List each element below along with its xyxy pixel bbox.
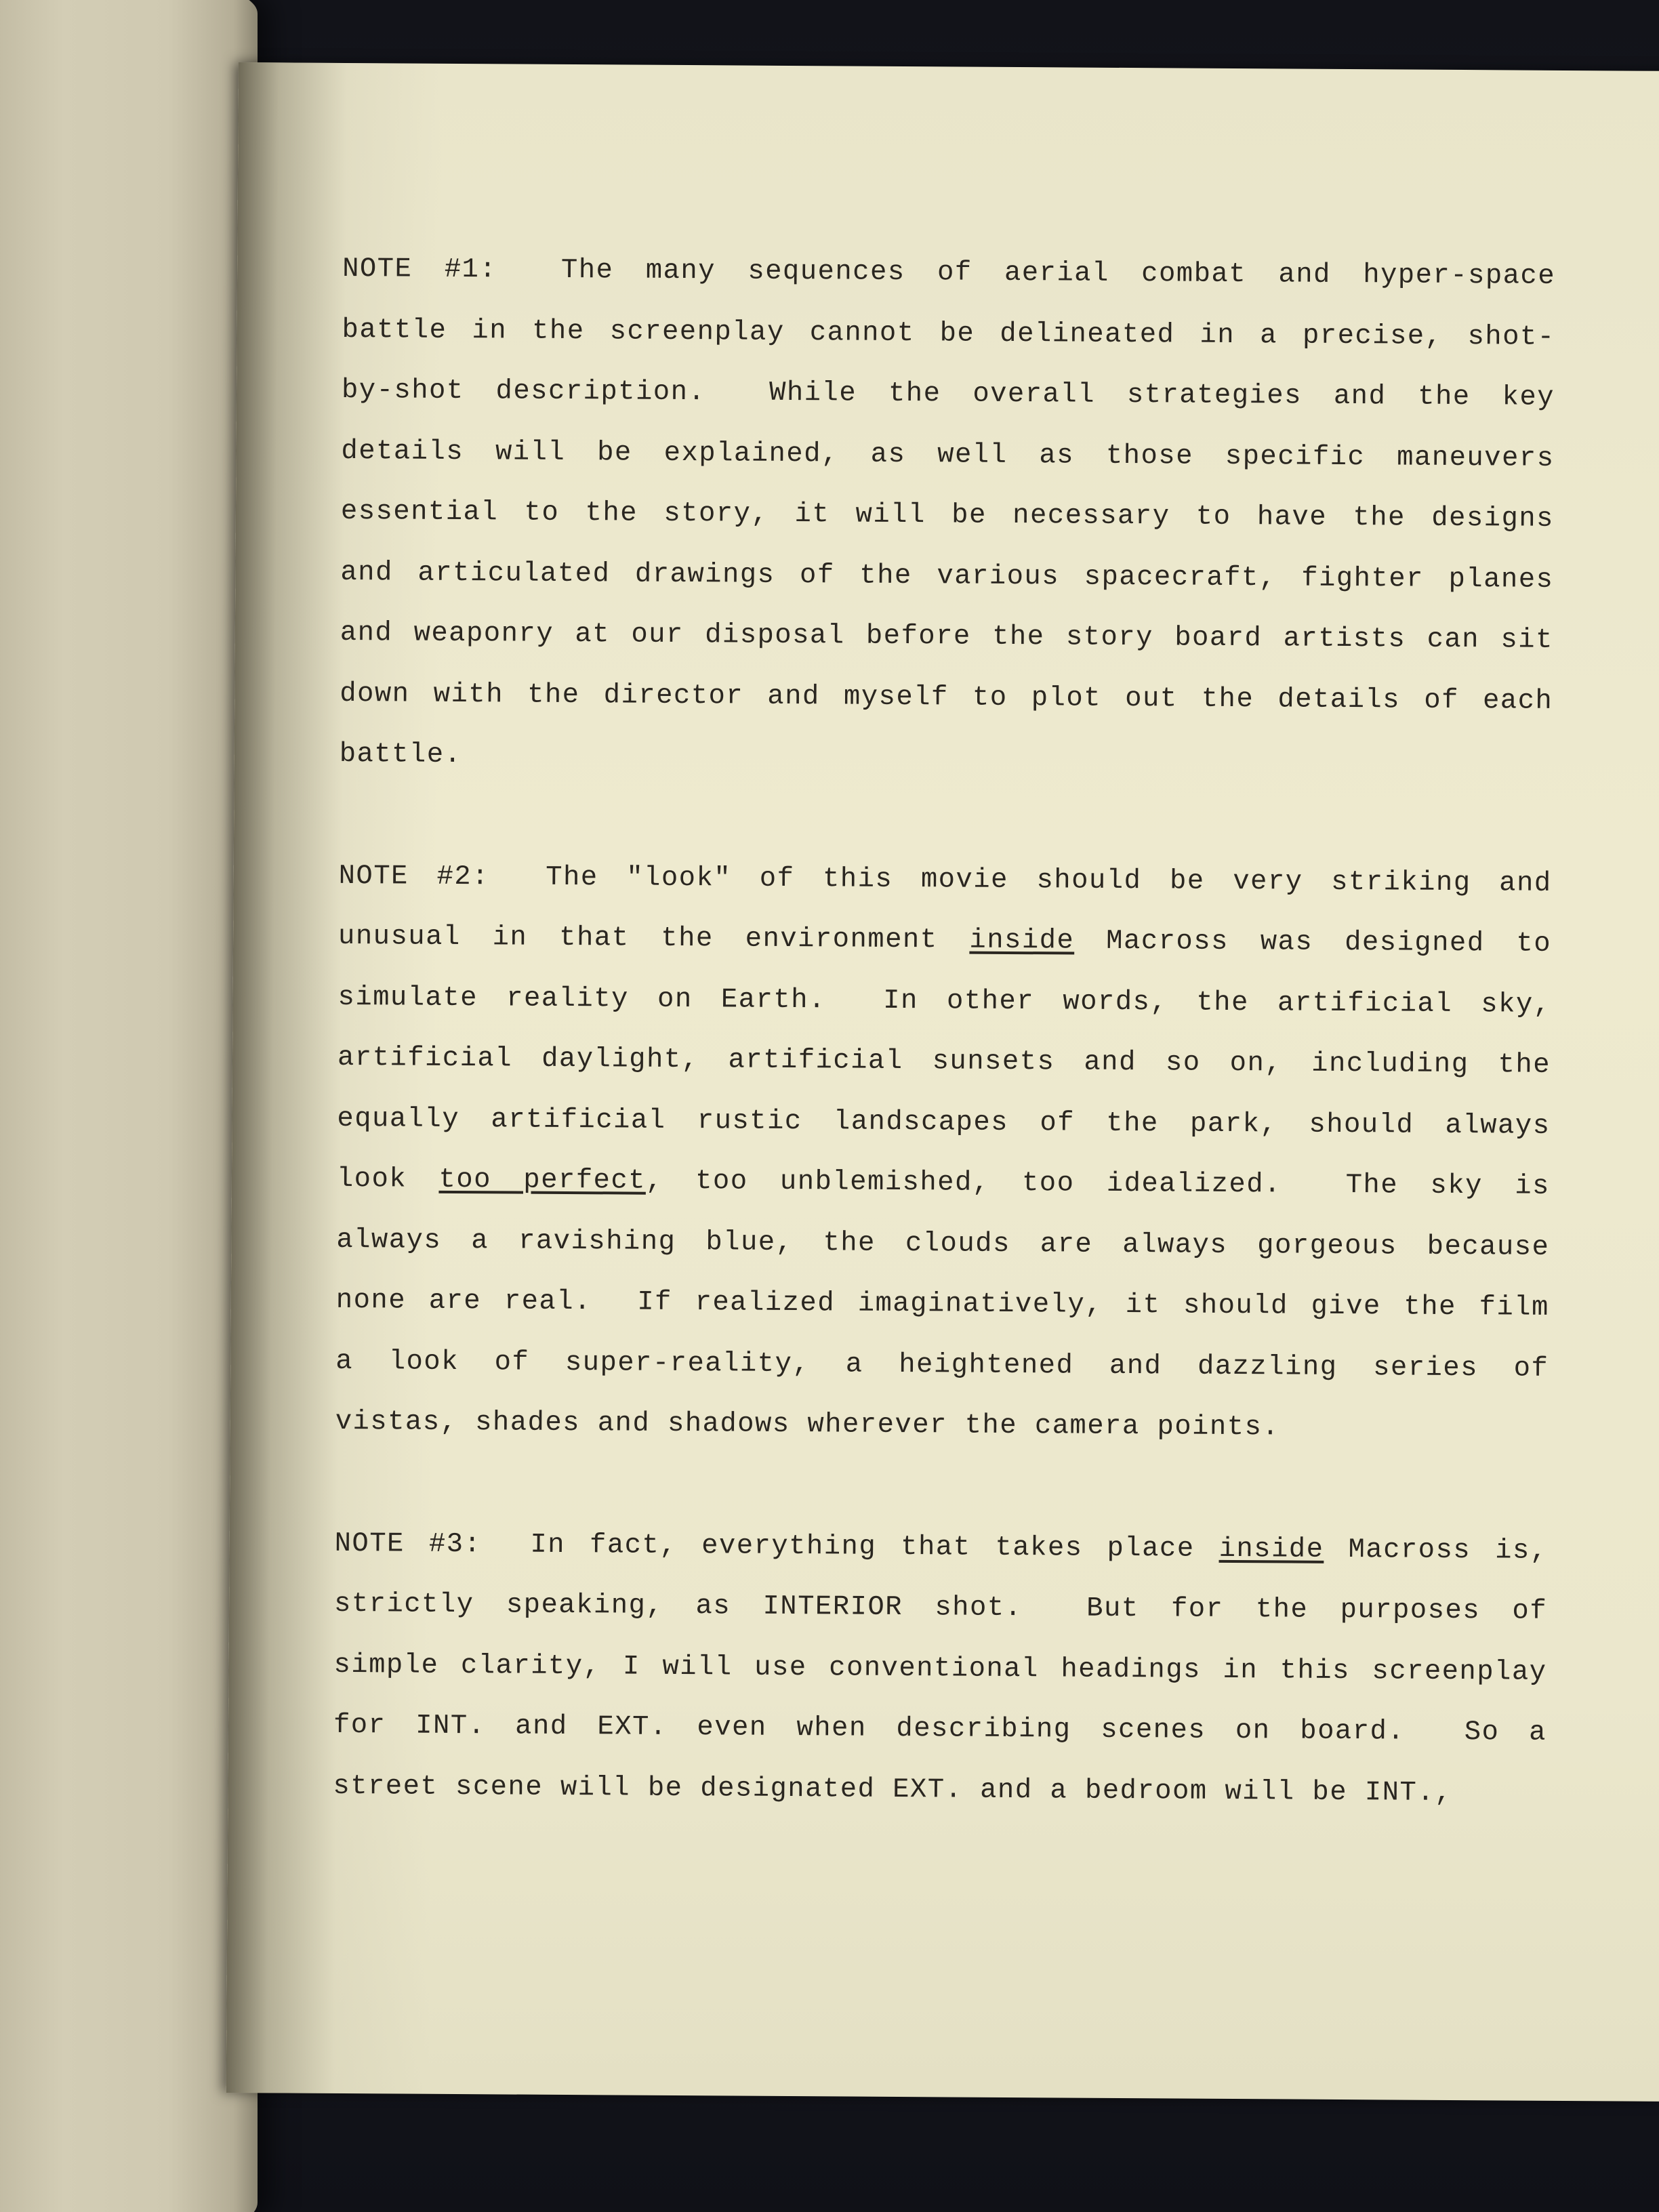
text-line (337, 1028, 1551, 1096)
text-line (336, 1210, 1550, 1277)
text-segment: none are real. If realized imaginatively, it should give the film (335, 1284, 1549, 1324)
text-segment: and articulated drawings of the various spacecraft, fighter planes (340, 556, 1554, 596)
text-line (333, 1756, 1547, 1824)
text-line (338, 846, 1552, 914)
text-line (337, 1088, 1551, 1156)
text-segment: vistas, shades and shadows wherever the camera points. (335, 1406, 1280, 1443)
text-line (337, 967, 1551, 1035)
paper-sheet (226, 62, 1659, 2102)
text-segment: simple clarity, I will use conventional headings in this screenplay (333, 1649, 1547, 1688)
curled-left-page (0, 0, 258, 2212)
text-segment: battle. (339, 738, 462, 771)
text-line (337, 1149, 1551, 1217)
text-line (340, 603, 1554, 671)
text-segment: details will be explained, as well as those specific maneuvers (341, 435, 1555, 474)
text-line (334, 1574, 1548, 1642)
text-segment: Macross is, (1324, 1534, 1548, 1567)
text-line (341, 421, 1555, 489)
text-line (342, 361, 1555, 428)
text-segment: look (336, 1163, 439, 1195)
text-segment: and weaponry at our disposal before the story board artists can sit (340, 617, 1553, 656)
text-segment: artificial daylight, artificial sunsets and so on, including the (337, 1042, 1551, 1081)
text-segment: a look of super-reality, a heightened and dazzling series of (335, 1345, 1549, 1385)
text-segment: street scene will be designated EXT. and a bedroom will be INT., (333, 1770, 1453, 1809)
text-line (335, 1331, 1549, 1399)
text-segment: NOTE #3: In fact, everything that takes place (334, 1528, 1219, 1565)
typed-text-body (333, 239, 1555, 1824)
text-segment: battle in the screenplay cannot be delineated in a precise, shot- (342, 314, 1555, 353)
text-line (341, 482, 1555, 550)
paragraph-gap (339, 785, 1553, 853)
text-segment: simulate reality on Earth. In other words, the artificial sky, (337, 981, 1551, 1021)
text-segment: equally artificial rustic landscapes of the park, should always (337, 1103, 1551, 1142)
text-segment: always a ravishing blue, the clouds are always gorgeous because (336, 1224, 1550, 1263)
text-segment: strictly speaking, as INTERIOR shot. But for the purposes of (333, 1588, 1548, 1627)
text-line (336, 1271, 1550, 1338)
text-line (339, 724, 1553, 792)
text-line (340, 542, 1554, 610)
note-3 (333, 1513, 1548, 1824)
note-1 (339, 239, 1555, 792)
text-line (338, 907, 1552, 975)
text-line (334, 1513, 1548, 1581)
text-segment: unusual in that the environment (337, 920, 970, 956)
text-segment: NOTE #2: The "look" of this movie should be very striking and (338, 860, 1552, 899)
note-2 (335, 846, 1551, 1460)
text-line (340, 663, 1553, 731)
text-segment: down with the director and myself to plot out the details of each (340, 678, 1553, 717)
text-segment: , too unblemished, too idealized. The sky is (645, 1165, 1551, 1202)
text-line (335, 1392, 1549, 1460)
text-segment: by-shot description. While the overall strategies and the key (341, 374, 1555, 413)
text-segment: essential to the story, it will be necessary to have the designs (340, 495, 1555, 535)
underlined-word: inside (1218, 1533, 1324, 1565)
text-segment: for INT. and EXT. even when describing scenes on board. So a (333, 1709, 1547, 1748)
paragraph-gap (335, 1452, 1549, 1521)
underlined-word: inside (969, 924, 1075, 957)
text-line (342, 300, 1555, 367)
text-line (333, 1635, 1547, 1702)
text-line (342, 239, 1556, 307)
text-segment: Macross was designed to (1074, 925, 1552, 960)
text-segment: NOTE #1: The many sequences of aerial combat and hyper-space (342, 253, 1556, 292)
text-line (333, 1696, 1547, 1763)
underlined-word: too perfect (438, 1164, 647, 1197)
